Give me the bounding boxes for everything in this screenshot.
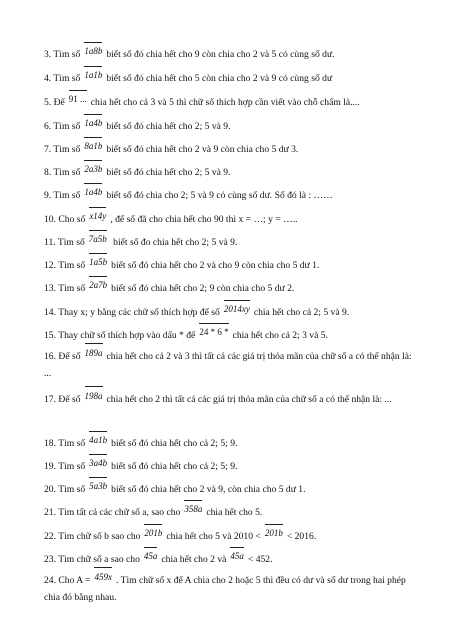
overlined-number: 45a — [144, 547, 158, 564]
exercise-21 — [44, 503, 416, 520]
exercise-15 — [44, 326, 416, 343]
exercise-text: 15. Thay chữ số thích hợp vào dấu * để — [44, 330, 196, 341]
exercise-text: chia hết cho cả 2; 3 và 5. — [232, 330, 328, 341]
exercise-8 — [44, 163, 416, 180]
exercise-text: 19. Tìm số — [44, 461, 86, 472]
exercise-text: biết số đó chia hết cho 2 và 9, còn chia cho 5 dư 1. — [111, 484, 306, 495]
exercise-text: 5. Để — [44, 97, 65, 108]
overlined-number: 198a — [85, 386, 103, 405]
exercise-text: 10. Cho số — [44, 214, 86, 225]
exercise-23 — [44, 550, 416, 567]
exercise-14 — [44, 303, 416, 320]
exercise-19 — [44, 457, 416, 474]
overlined-number: 201b — [265, 524, 283, 541]
overlined-number: 24 * 6 * — [199, 323, 228, 340]
exercise-text: 7. Tìm số — [44, 144, 81, 155]
exercise-12 — [44, 256, 416, 273]
exercise-text: 23. Tìm chữ số a sao cho — [44, 554, 140, 565]
exercise-17 — [44, 389, 416, 408]
exercise-text: biết số đó chia hết cho 5 còn chia cho 2 và 9 có cùng số dư — [106, 73, 333, 84]
exercise-text: biết số đó chia hết cho 9 còn chia cho 2 và 5 có cùng số dư. — [106, 49, 335, 60]
exercise-4 — [44, 69, 416, 86]
overlined-number: 2014xy — [224, 300, 250, 317]
exercise-text: 13. Tìm số — [44, 283, 86, 294]
exercise-16 — [44, 346, 416, 382]
overlined-number: 1a8b — [84, 42, 102, 59]
exercise-20 — [44, 480, 416, 497]
exercise-text: 11. Tìm số — [44, 237, 85, 248]
overlined-number: 5a3b — [89, 477, 107, 494]
exercise-7 — [44, 140, 416, 157]
exercise-text: biết số đó chia hết cho 2; 5 và 9. — [106, 121, 231, 132]
overlined-number: 1a4b — [84, 114, 102, 131]
exercise-24 — [44, 570, 416, 606]
exercise-text: chia hết cho 2 thì tất cả các giá trị thỏa mãn của chữ số a có thể nhận là: ... — [106, 394, 392, 405]
exercise-text: biết số đó chia cho 2; 5 và 9 có cùng số dư. Số đó là : …… — [106, 190, 333, 201]
exercise-text: chia hết cho cả 3 và 5 thì chữ số thích hợp cần viết vào chỗ chấm là.... — [90, 97, 360, 108]
overlined-number: 2a7b — [89, 276, 107, 293]
exercise-text: 16. Để số — [44, 351, 81, 362]
overlined-number: 2a3b — [84, 160, 102, 177]
overlined-number: 189a — [85, 343, 103, 362]
exercise-13 — [44, 279, 416, 296]
exercise-text: chia hết cho 5. — [206, 507, 263, 518]
exercise-text: biết số đó chia hết cho 2; 5 và 9. — [106, 167, 231, 178]
overlined-number: 3a4b — [89, 454, 107, 471]
exercise-text: 8. Tìm số — [44, 167, 81, 178]
overlined-number: 459x — [94, 567, 112, 586]
exercise-text: 14. Thay x; y bằng các chữ số thích hợp để số — [44, 307, 220, 318]
exercise-text: , để số đã cho chia hết cho 90 thì x = …; y = ….. — [110, 214, 298, 225]
overlined-number: 7a5b — [89, 230, 107, 247]
exercise-text: < 452. — [247, 554, 273, 565]
exercise-text: 20. Tìm số — [44, 484, 86, 495]
exercise-text: . Tìm chữ số x để A chia cho 2 hoặc 5 thì đều có dư và số dư trong hai phép chia đó bằng nhau. — [44, 575, 406, 603]
exercise-3 — [44, 45, 416, 62]
exercise-10 — [44, 210, 416, 227]
exercise-text: biết số đó chia hết cho 2 và 9 còn chia cho 5 dư 3. — [106, 144, 299, 155]
overlined-number: 8a1b — [84, 137, 102, 154]
overlined-number: 4a1b — [89, 431, 107, 448]
exercise-text: biết số đó chia hết cho cả 2; 5; 9. — [111, 461, 238, 472]
exercise-5 — [44, 93, 416, 110]
overlined-number: 201b — [144, 524, 162, 541]
overlined-number: 45a — [230, 547, 244, 564]
exercise-text: < 2016. — [286, 531, 317, 542]
exercise-6 — [44, 117, 416, 134]
exercise-11 — [44, 233, 416, 250]
exercise-text: 24. Cho A = — [44, 575, 91, 586]
exercise-22 — [44, 527, 416, 544]
overlined-number: 358a — [184, 500, 202, 517]
overlined-number: 1a4b — [84, 183, 102, 200]
exercise-18 — [44, 434, 416, 451]
exercise-text: 12. Tìm số — [44, 260, 86, 271]
exercise-text: 6. Tìm số — [44, 121, 81, 132]
exercise-9 — [44, 186, 416, 203]
overlined-number: 1a5b — [89, 253, 107, 270]
exercise-text: biết số đó chia hết cho cả 2; 5; 9. — [111, 438, 238, 449]
overlined-number: 91 ... — [69, 90, 87, 107]
exercise-text: biết số đó chia hết cho 2; 9 còn chia cho 5 dư 2. — [111, 283, 295, 294]
exercise-text: chia hết cho 2 và — [161, 554, 227, 565]
exercise-text: biết số đo chia hết cho 2; 5 và 9. — [110, 237, 238, 248]
exercise-text: 22. Tìm chữ số b sao cho — [44, 531, 141, 542]
exercise-text: 18. Tìm số — [44, 438, 86, 449]
exercise-text: 17. Để số — [44, 394, 81, 405]
exercise-text: 9. Tìm số — [44, 190, 81, 201]
exercise-text: 4. Tìm số — [44, 73, 81, 84]
exercise-text: chia hết cho cả 2; 5 và 9. — [253, 307, 350, 318]
exercise-text: biết số đó chia hết cho 2 và cho 9 còn chia cho 5 dư 1. — [111, 260, 320, 271]
exercise-text: chia hết cho cả 2 và 3 thì tất cả các giá trị thỏa mãn của chữ số a có thể nhận là: ... — [44, 351, 412, 379]
exercise-text: 3. Tìm số — [44, 49, 81, 60]
overlined-number: x14y — [89, 207, 106, 224]
overlined-number: 1a1b — [84, 66, 102, 83]
exercise-text: 21. Tìm tất cả các chữ số a, sao cho — [44, 507, 181, 518]
exercise-text: chia hết cho 5 và 2010 < — [166, 531, 261, 542]
